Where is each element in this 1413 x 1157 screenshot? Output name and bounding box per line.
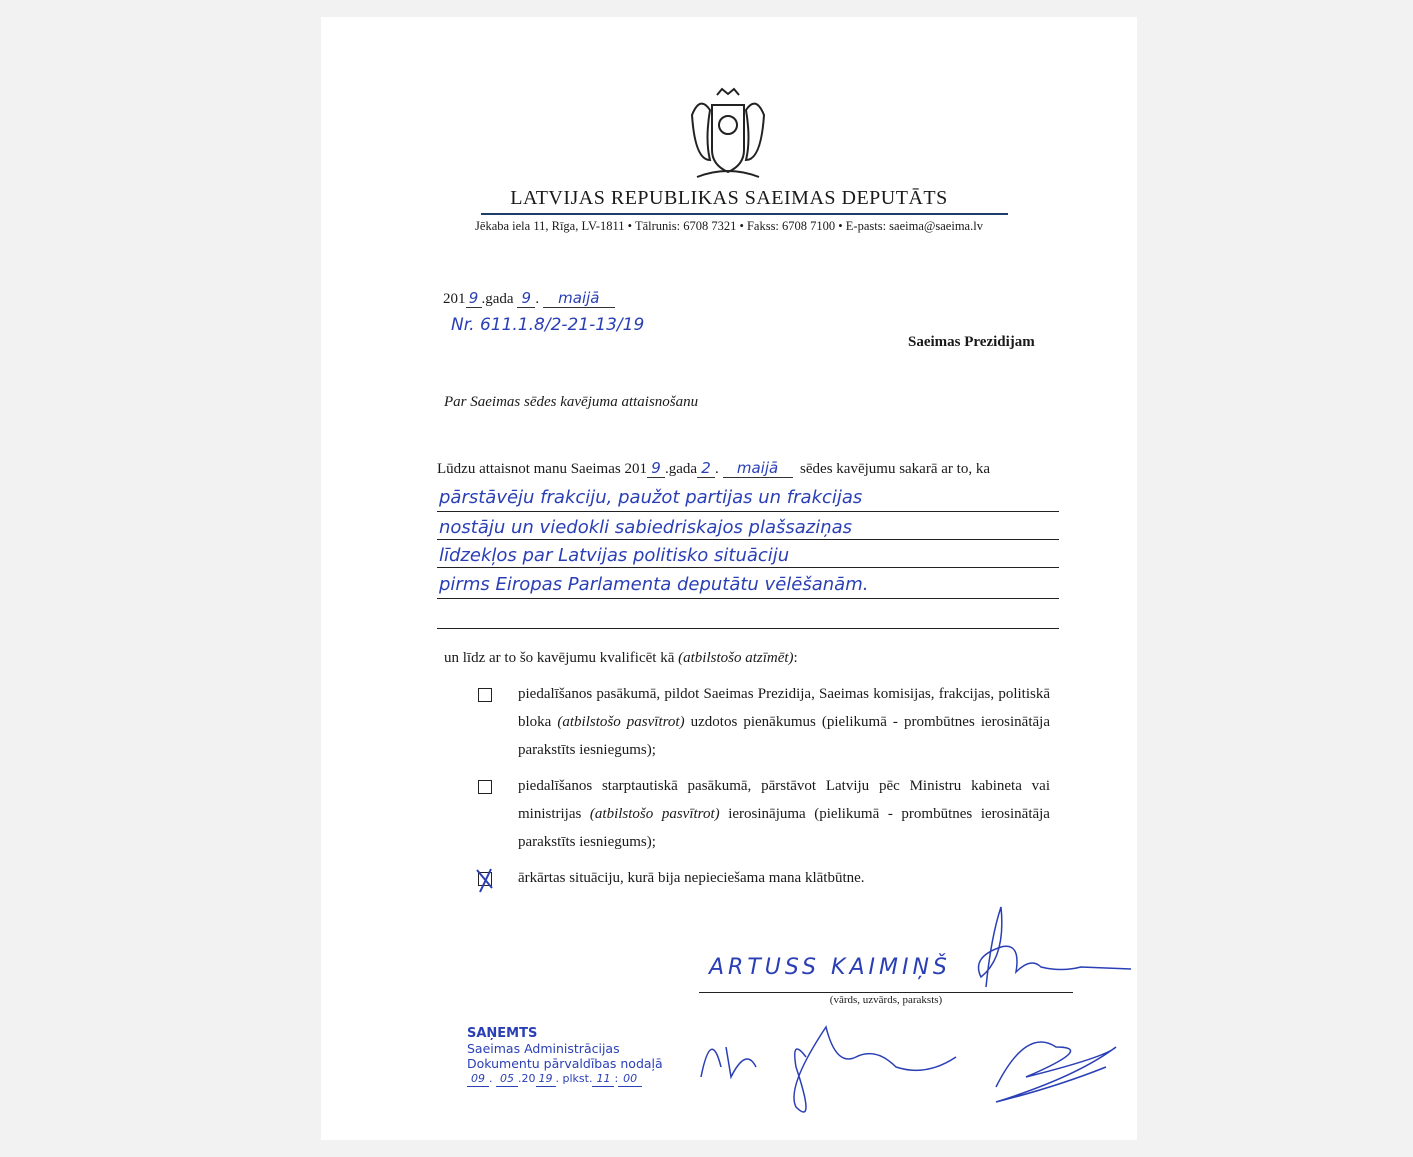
gada-text: .gada [664,461,698,477]
signature-label: (vārds, uzvārds, paraksts) [829,994,943,1006]
handwritten-reason-line: līdzekļos par Latvijas politisko situāciju [439,545,790,566]
option-text: piedalīšanos starptautiskā pasākumā, pārstāvot Latviju pēc Ministru kabineta vai ministrijas [518,778,1050,822]
stamp-title: SAŅEMTS [467,1026,538,1041]
qualify-colon: : [793,650,798,666]
qualification-prompt [444,650,798,667]
handwritten-reason-line: pirms Eiropas Parlamenta deputātu vēlēšanām. [439,574,869,595]
stamp-line: Saeimas Administrācijas [467,1041,620,1056]
option-text: piedalīšanos pasākumā, pildot Saeimas Prezidija, Saeimas komisijas, frakcijas, politiskā bloka [518,686,1050,730]
form-line [437,511,1059,512]
option-text: uzdotos pienākumus (pielikumā - prombūtnes ierosinātāja parakstīts iesniegums); [518,714,1050,758]
coat-of-arms-icon [682,85,774,185]
registration-number: Nr. 611.1.8/2-21-13/19 [451,315,645,335]
subject: Par Saeimas sēdes kavējuma attaisnošanu [444,394,699,410]
form-line [437,539,1059,540]
received-stamp: SAŅEMTS Saeimas Administrācijas Dokumentu pārvaldības nodaļā 09 . 05 .20 19 . plkst. 11 : 00 [467,1026,663,1085]
checkbox[interactable] [478,780,492,794]
signature-line [699,992,1073,993]
absence-year: 9 [647,459,665,478]
option-italic: (atbilstošo pasvītrot) [557,714,685,730]
handwritten-name: ARTUSS KAIMIŅŠ [709,955,951,980]
qualify-italic: (atbilstošo atzīmēt) [678,650,794,666]
option-event-duty [480,680,1050,764]
date-year: 9 [466,289,482,308]
letterhead-contact: Jēkaba iela 11, Rīga, LV-1811 • Tālrunis: 6708 7321 • Fakss: 6708 7100 • E-pasts: saeima@saeima.lv [475,219,983,233]
recipient: Saeimas Prezidijam [908,334,1035,350]
intro-text-end: sēdes kavējumu sakarā ar to, ka [800,461,990,477]
checkbox[interactable] [478,688,492,702]
stamp-day: 09 [467,1071,489,1087]
form-line [437,567,1059,568]
handwritten-reason-line: pārstāvēju frakciju, paužot partijas un frakcijas [439,487,863,508]
request-intro: Lūdzu attaisnot manu Saeimas 201 9 .gada 2 . maijā sēdes kavējumu sakarā ar to, ka [437,459,990,477]
option-emergency [480,864,1050,892]
stamp-year-prefix: 20 [521,1072,536,1085]
date-month: maijā [543,289,615,308]
option-international-event [480,772,1050,856]
checkmark-x-icon [474,866,498,894]
date-prefix: 201 [443,291,466,307]
letterhead-rule [481,213,1008,215]
stamp-line: Dokumentu pārvaldības nodaļā [467,1056,663,1071]
document-page [321,17,1137,1140]
letter-date: 201 9 .gada 9 . maijā [443,289,615,308]
absence-month: maijā [723,459,793,478]
stamp-plkst: plkst. [562,1072,593,1085]
option-italic: (atbilstošo pasvītrot) [589,806,720,822]
receiver-signature [696,1007,1126,1117]
intro-text: Lūdzu attaisnot manu Saeimas 201 [437,461,647,477]
qualify-text: un līdz ar to šo kavējumu kvalificēt kā [444,650,679,666]
option-text: ārkārtas situāciju, kurā bija nepieciešama mana klātbūtne. [518,870,865,886]
absence-day: 2 [697,459,715,478]
stamp-month: 05 [496,1071,518,1087]
option-text: ierosinājuma (pielikumā - prombūtnes ierosinātāja parakstīts iesniegums); [518,806,1050,850]
form-line [437,628,1059,629]
form-line [437,598,1059,599]
letterhead-title: LATVIJAS REPUBLIKAS SAEIMAS DEPUTĀTS [510,187,948,209]
signature-mark [961,897,1141,997]
handwritten-reason-line: nostāju un viedokli sabiedriskajos plašsaziņas [439,517,853,538]
date-day: 9 [517,289,535,308]
stamp-minute: 00 [618,1071,642,1087]
stamp-year: 19 [536,1071,556,1087]
stamp-hour: 11 [592,1071,614,1087]
date-gada: .gada [481,291,514,307]
